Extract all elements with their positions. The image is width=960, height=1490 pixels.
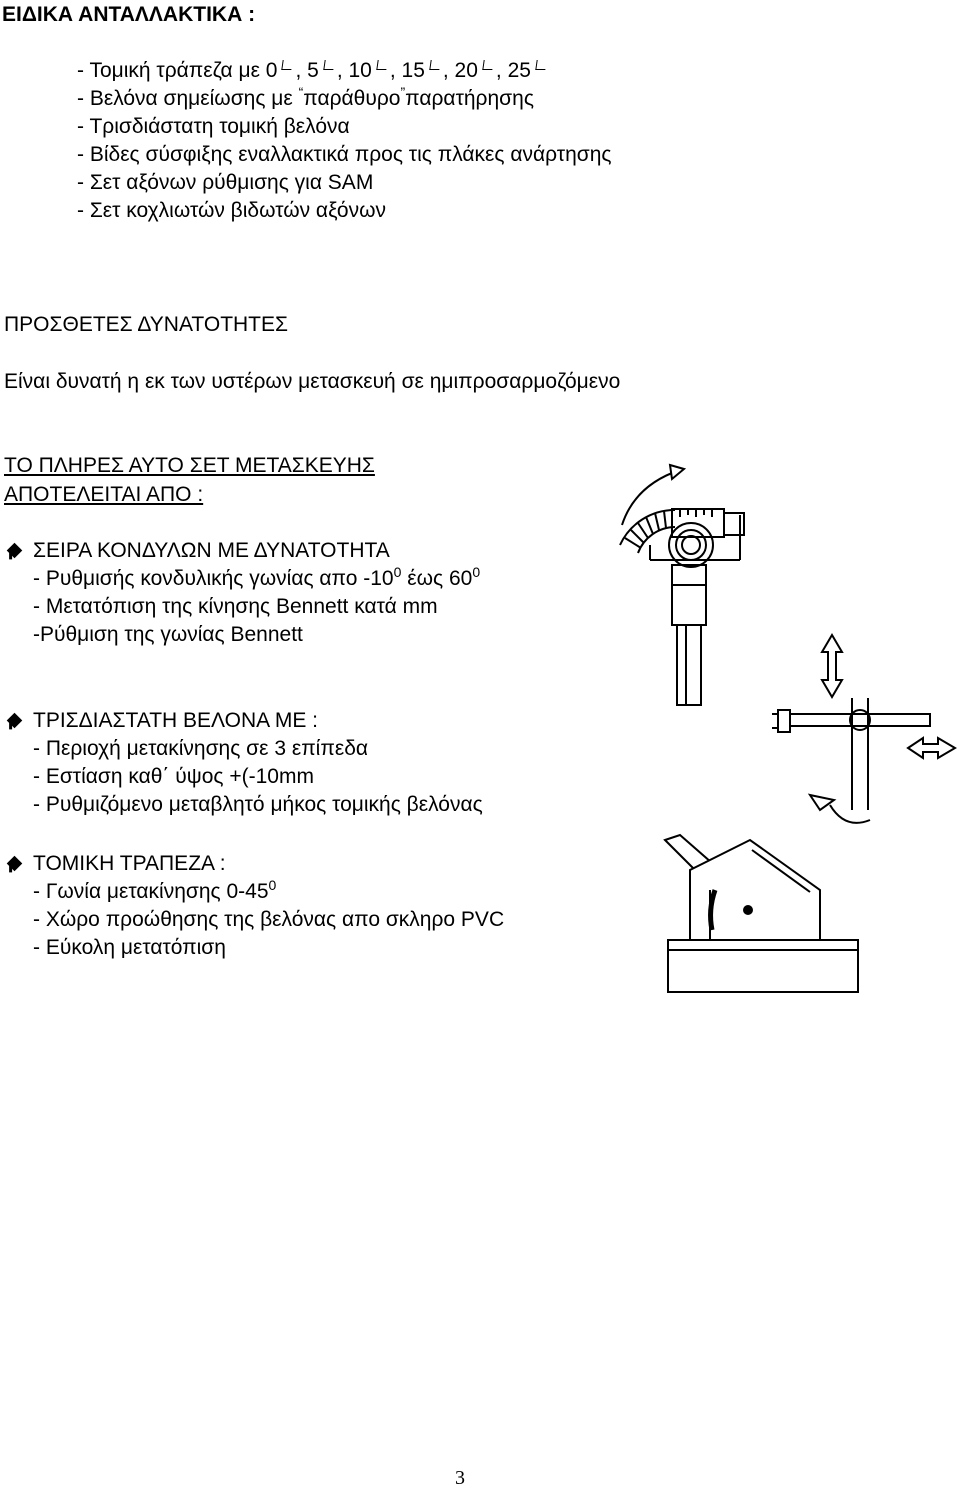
section-table-title: ΤΟΜΙΚΗ ΤΡΑΠΕΖΑ : <box>33 852 226 875</box>
section-needle-line-1: - Περιοχή μετακίνησης σε 3 επίπεδα <box>33 737 369 760</box>
cutting-table-illustration <box>660 830 870 1000</box>
degree-icon <box>535 60 546 70</box>
heading-set-line-1: ΤΟ ΠΛΗΡΕΣ ΑΥΤΟ ΣΕΤ ΜΕΤΑΣΚΕΥΗΣ <box>4 454 375 477</box>
section-condyles-title: ΣΕΙΡΑ ΚΟΝΔΥΛΩΝ ΜΕ ΔΥΝΑΤΟΤΗΤΑ <box>33 539 390 562</box>
section-condyles-line-1: - Ρυθμισής κονδυλικής γωνίας απο $-10^0$ έως $60^0$ <box>33 564 481 590</box>
degree-icon <box>482 60 493 70</box>
degree-icon <box>282 60 293 70</box>
section-needle-line-3: - Ρυθμιζόμενο μεταβλητό μήκος τομικής βελόνας <box>33 793 483 816</box>
page-number: 3 <box>455 1467 465 1489</box>
section-condyles-line-2: - Μετατόπιση της κίνησης Bennett κατά mm <box>33 595 438 618</box>
section-needle-line-2: - Εστίαση καθ΄ ύψος +(-10mm <box>33 765 314 788</box>
degree-icon <box>429 60 440 70</box>
heading-spare-parts: ΕΙΔΙΚΑ ΑΝΤΑΛΛΑΚΤΙΚΑ : <box>2 3 256 26</box>
spare-item-clamping-screws: - Βίδες σύσφιξης εναλλακτικά προς τις πλάκες ανάρτησης <box>77 143 612 166</box>
spare-item-3d-needle: - Τρισδιάστατη τομική βελόνα <box>77 115 350 138</box>
bullet-icon <box>7 856 23 872</box>
bullet-icon <box>7 713 23 729</box>
degree-icon <box>323 60 334 70</box>
needle-illustration <box>770 630 960 840</box>
extra-features-text: Είναι δυνατή η εκ των υστέρων μετασκευή σε ημιπροσαρμοζόμενο <box>4 370 621 393</box>
spare-item-sam-axes: - Σετ αξόνων ρύθμισης για SAM <box>77 171 374 194</box>
heading-extra-features: ΠΡΟΣΘΕΤΕΣ ΔΥΝΑΤΟΤΗΤΕΣ <box>4 313 289 336</box>
bullet-icon <box>7 543 23 559</box>
spare-item-text: - Τομική τράπεζα με 0 <box>77 59 278 82</box>
spare-item-threaded-axes: - Σετ κοχλιωτών βιδωτών αξόνων <box>77 199 386 222</box>
section-needle-title: ΤΡΙΣΔΙΑΣΤΑΤΗ ΒΕΛΟΝΑ ΜΕ : <box>33 709 318 732</box>
section-table-line-2: - Χώρο προώθησης της βελόνας απο σκληρο PVC <box>33 908 505 931</box>
section-table-line-3: - Εύκολη μετατόπιση <box>33 936 226 959</box>
spare-item-marking-needle: - Βελόνα σημείωσης με “παράθυρο”παρατήρησης <box>77 84 534 110</box>
section-condyles-line-3: -Ρύθμιση της γωνίας Bennett <box>33 623 303 646</box>
section-table-line-1: - Γωνία μετακίνησης $0-45^0$ <box>33 877 277 903</box>
degree-icon <box>376 60 387 70</box>
heading-set-line-2: ΑΠΟΤΕΛΕΙΤΑΙ ΑΠΟ : <box>4 483 204 506</box>
condyle-illustration <box>600 465 760 710</box>
spare-item-cutting-table: - Τομική τράπεζα με 0 , 5 , 10 , 15 , 20 , 25 <box>77 58 549 83</box>
